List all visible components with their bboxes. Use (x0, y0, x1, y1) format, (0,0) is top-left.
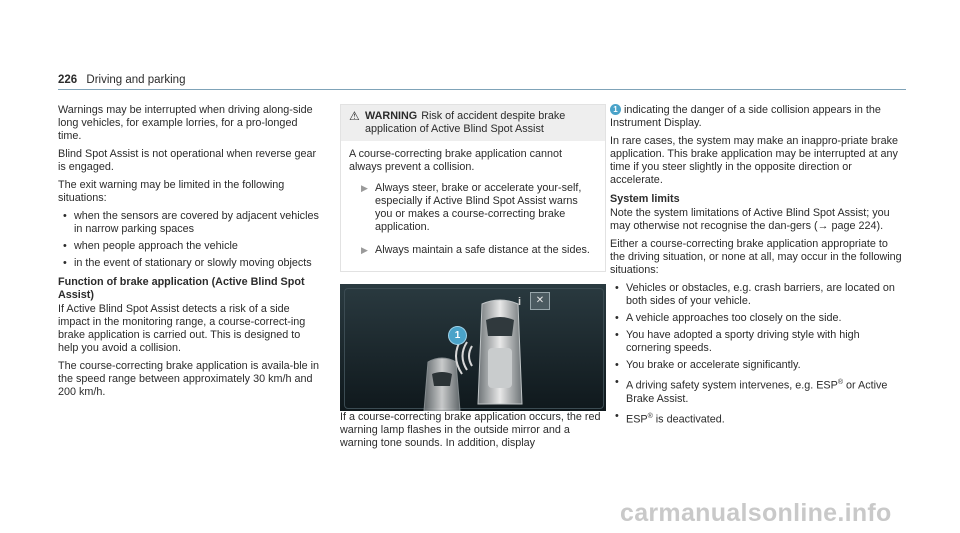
paragraph: Blind Spot Assist is not operational when reverse gear is engaged. (58, 148, 317, 173)
section-title: Driving and parking (86, 74, 186, 86)
paragraph: Warnings may be interrupted when driving along-side long vehicles, for example lorries, for a pro-longed time. (58, 104, 313, 142)
bullet-icon: • (63, 240, 67, 252)
list-item: • when people approach the vehicle (63, 240, 238, 252)
callout-marker: 1 (610, 104, 621, 115)
list-item: • Vehicles or obstacles, e.g. crash barriers, are located on both sides of your vehicle. (615, 282, 895, 307)
own-car-icon (478, 300, 522, 404)
bullet-icon: • (63, 210, 67, 222)
action-item: ▶ Always maintain a safe distance at the sides. (361, 244, 590, 256)
page-number: 226 (58, 74, 78, 86)
warning-title: Risk of accident despite brake application of Active Blind Spot Assist (365, 110, 566, 135)
paragraph: The exit warning may be limited in the following situations: (58, 179, 285, 204)
watermark: carmanualsonline.info (620, 499, 892, 527)
close-icon: ✕ (530, 292, 550, 310)
paragraph: The course-correcting brake application is availa-ble in the speed range between approximately 30 km/h and 200 km/h. (58, 360, 320, 398)
paragraph: Either a course-correcting brake application appropriate to the driving situation, or none at all, may occur in the following situations: (610, 238, 902, 276)
bullet-list (610, 282, 905, 426)
section-heading: Function of brake application (Active Blind Spot Assist) (58, 276, 305, 301)
side-car-icon (424, 358, 460, 411)
action-item: ▶ Always steer, brake or accelerate your-self, especially if Active Blind Spot Assist warns you or makes a course-correcting brake application. (361, 182, 582, 233)
arrow-right-icon: ▶ (361, 245, 368, 255)
list-item: • when the sensors are covered by adjacent vehicles in narrow parking spaces (63, 210, 319, 235)
bullet-icon: • (615, 312, 619, 324)
warning-triangle-icon: ⚠ (349, 109, 360, 123)
paragraph: 1 indicating the danger of a side collision appears in the Instrument Display. (610, 104, 881, 129)
list-item: • You brake or accelerate significantly. (615, 359, 801, 371)
column-right (610, 104, 905, 431)
list-item: • You have adopted a sporty driving style with high cornering speeds. (615, 329, 860, 354)
display-illustration (340, 284, 606, 411)
list-item: • A driving safety system intervenes, e.g. ESP® or Active Brake Assist. (615, 376, 888, 405)
warning-box (340, 104, 606, 272)
list-item: • ESP® is deactivated. (615, 409, 725, 426)
warning-header (341, 105, 605, 141)
bullet-icon: • (615, 329, 619, 341)
paragraph: In rare cases, the system may make an inappro-priate brake application. This brake application may be interrupted at any time if you steer slightly in the opposite direction or accelerate. (610, 135, 899, 186)
header-rule (58, 89, 906, 90)
column-left (58, 104, 323, 404)
paragraph: Note the system limitations of Active Blind Spot Assist; you may otherwise not recognise the dan-gers (→ page 224). (610, 207, 890, 232)
page-header (58, 74, 185, 86)
paragraph: If Active Blind Spot Assist detects a risk of a side impact in the monitoring range, a course-correct-ing brake application is carried out. This is designed to help you avoid a collision. (58, 303, 306, 354)
list-item: • A vehicle approaches too closely on the side. (615, 312, 842, 324)
bullet-icon: • (615, 282, 619, 294)
figure-caption: If a course-correcting brake application occurs, the red warning lamp flashes in the outside mirror and a warning tone sounds. In addition, display (340, 411, 601, 449)
arrow-right-icon: ▶ (361, 183, 368, 193)
bullet-icon: • (615, 409, 619, 422)
vehicles-graphic (340, 284, 606, 411)
bullet-icon: • (615, 359, 619, 371)
bullet-list (58, 210, 323, 270)
column-middle (340, 104, 606, 455)
callout-marker: 1 (449, 327, 466, 344)
section-heading: System limits (610, 193, 680, 205)
list-item: • in the event of stationary or slowly moving objects (63, 257, 312, 269)
warning-body (341, 141, 605, 271)
bullet-icon: • (615, 376, 619, 388)
info-icon: i (518, 296, 522, 308)
bullet-icon: • (63, 257, 67, 269)
warning-keyword: WARNING (365, 110, 418, 122)
warning-text: A course-correcting brake application cannot always prevent a collision. (349, 148, 563, 173)
